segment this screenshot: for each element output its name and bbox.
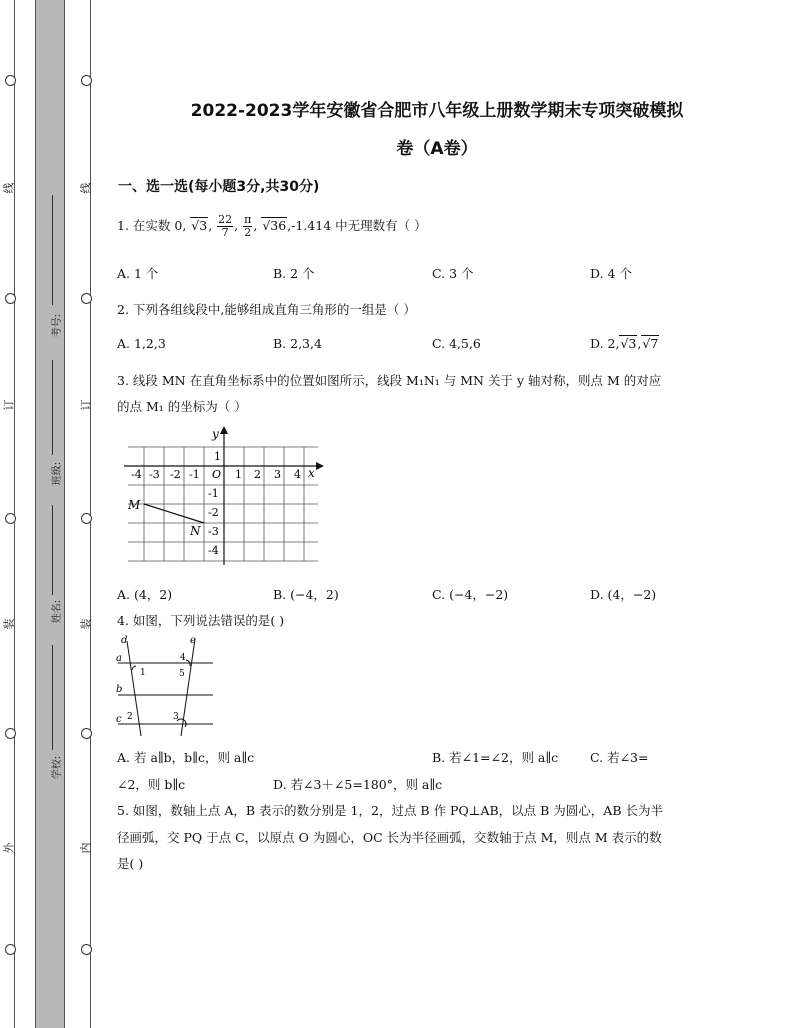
q2-d-sqrt3: √3 [620,336,637,351]
question-1: 1. 在实数 0, √3, $\frac{22}{7}$ , $\frac{\pi}{2}$ , √36,-1.414 中无理数有（ ） [117,213,427,239]
q2-option-c[interactable]: C. 4,5,6 [432,336,481,351]
binding-bar [35,0,65,1028]
q3-x-tick: 1 [235,468,242,481]
q1-fraction-22-7 [217,214,233,239]
question-3-line2: 的点 M₁ 的坐标为（ ） [117,399,247,414]
q4-angle-1-arc [132,666,136,670]
question-5-line1: 5. 如图，数轴上点 A，B 表示的数分别是 1，2，过点 B 作 PQ⊥AB，以点 B 为圆心，AB 长为半 [117,803,663,818]
q3-x-tick: 2 [254,468,261,481]
q4-label-c: c [116,714,122,725]
q1-option-c[interactable]: C. 3 个 [432,266,474,281]
q4-angle-4-label: 4 [180,653,186,663]
q3-x-arrow [316,462,324,470]
q3-option-a[interactable]: A. (4，2) [117,587,173,602]
q1-option-b[interactable]: B. 2 个 [273,266,315,281]
q1-sqrt36: √36 [262,218,287,233]
binding-char: 订 [79,399,93,411]
question-4: 4. 如图，下列说法错误的是( ) [117,613,285,628]
q3-coordinate-graph [118,420,333,570]
q3-point-m-label: M [128,498,141,512]
q3-origin-label: O [212,468,222,481]
q3-option-c[interactable]: C. (−4，−2) [432,587,509,602]
q2-option-b[interactable]: B. 2,3,4 [273,336,322,351]
q4-option-c[interactable]: C. 若∠3= [590,750,649,765]
page-title-line1: 2022-2023学年安徽省合肥市八年级上册数学期末专项突破模拟 [190,101,684,121]
q3-x-tick: 3 [274,468,281,481]
q4-label-d: d [121,635,128,646]
q4-option-d[interactable]: D. 若∠3＋∠5=180°，则 a∥c [273,777,443,792]
q3-point-n-label: N [190,524,201,538]
q4-angle-1-label: 1 [140,668,146,678]
binding-char: 装 [2,618,16,630]
q3-x-label: x [308,466,315,480]
binding-hole [5,75,16,86]
q1-option-d[interactable]: D. 4 个 [590,266,632,281]
page-title-line2: 卷（A卷） [396,139,478,159]
binding-hole [81,944,92,955]
school-label: 学校: [52,755,64,780]
q4-option-c-continued[interactable]: ∠2，则 b∥c [117,777,186,792]
q3-option-d[interactable]: D. (4，−2) [590,587,657,602]
binding-char: 内 [79,842,93,854]
q3-option-b[interactable]: B. (−4，2) [273,587,339,602]
q4-angle-5-label: 5 [179,669,185,679]
q3-y-arrow [220,426,228,434]
q3-y-label: y [212,427,219,441]
binding-hole [5,728,16,739]
binding-char: 装 [79,618,93,630]
question-5-line2: 径画弧，交 PQ 于点 C，以原点 O 为圆心，OC 长为半径画弧，交数轴于点 M，则点 M 表示的数 [117,830,662,845]
binding-char: 外 [2,842,16,854]
q3-x-tick: 4 [294,468,301,481]
binding-hole [81,513,92,524]
q1-fraction-pi-2 [243,214,252,239]
q1-prefix: 1. 在实数 0, [117,218,187,233]
binding-char: 线 [79,182,93,194]
q4-parallel-lines-figure [113,633,218,738]
q1-f1-den: 7 [221,226,229,239]
q3-y-tick: -1 [208,487,219,500]
q4-label-a: a [116,653,122,664]
q1-f2-num: π [244,213,252,226]
q2-option-d[interactable] [590,336,659,351]
question-2: 2. 下列各组线段中,能够组成直角三角形的一组是（ ） [117,302,416,317]
q1-sqrt3: √3 [191,218,208,233]
q4-angle-2-label: 2 [127,712,133,722]
binding-hole [5,293,16,304]
exam-number-line [52,195,53,305]
q4-option-a[interactable]: A. 若 a∥b，b∥c，则 a∥c [117,750,255,765]
q1-suffix: ,-1.414 中无理数有（ ） [287,218,427,233]
q4-option-b[interactable]: B. 若∠1=∠2，则 a∥c [432,750,559,765]
binding-hole [81,293,92,304]
exam-number-label: 考号: [52,313,64,338]
q3-y-tick: 1 [214,450,221,463]
q3-x-tick: -3 [149,468,160,481]
class-line [52,360,53,455]
class-label: 班级: [52,461,64,486]
q2-option-a[interactable]: A. 1,2,3 [117,336,166,351]
binding-hole [5,944,16,955]
q4-label-b: b [116,684,123,695]
q3-x-tick: -1 [189,468,200,481]
q2-d-sep: , [637,336,642,351]
section-heading: 一、选一选(每小题3分,共30分) [118,179,320,195]
q3-y-tick: -2 [208,506,219,519]
q3-x-tick: -4 [131,468,142,481]
name-line [52,505,53,595]
school-line [52,645,53,750]
binding-char: 订 [2,399,16,411]
q3-y-tick: -4 [208,544,219,557]
question-5-line3: 是( ) [117,856,144,871]
question-3-line1: 3. 线段 MN 在直角坐标系中的位置如图所示，线段 M₁N₁ 与 MN 关于 y 轴对称，则点 M 的对应 [117,373,662,388]
q2-option-d-label: D. 2, [590,336,620,351]
binding-hole [81,728,92,739]
name-label: 姓名: [52,599,64,624]
binding-char: 线 [2,182,16,194]
q1-f1-num: 22 [218,213,233,226]
q4-angle-3-label: 3 [173,712,179,722]
q3-x-tick: -2 [170,468,181,481]
q3-y-tick: -3 [208,525,219,538]
q2-d-sqrt7: √7 [642,336,659,351]
binding-hole [81,75,92,86]
q4-label-e: e [190,635,196,646]
q3-segment-mn [144,504,204,523]
q1-option-a[interactable]: A. 1 个 [117,266,159,281]
binding-hole [5,513,16,524]
q1-f2-den: 2 [244,226,252,239]
